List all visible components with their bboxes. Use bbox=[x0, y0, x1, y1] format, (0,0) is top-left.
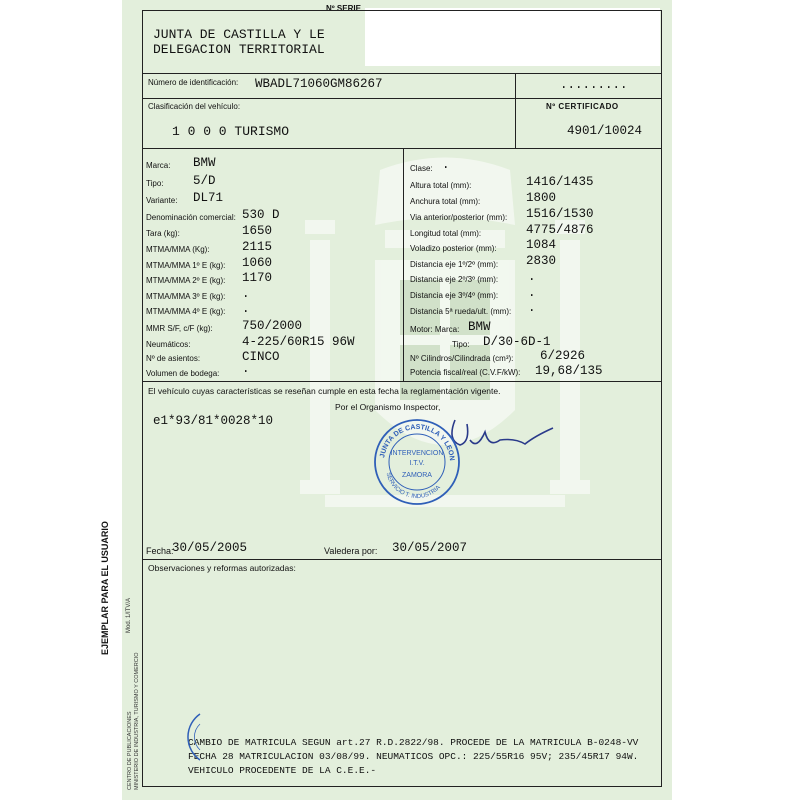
field-value: . bbox=[242, 302, 250, 316]
field-label: Longitud total (mm): bbox=[410, 229, 482, 238]
homologation-number: e1*93/81*0028*10 bbox=[153, 414, 274, 428]
organismo-label: Por el Organismo Inspector, bbox=[335, 402, 441, 412]
engine-tipo-label: Tipo: bbox=[452, 340, 470, 349]
field-label: MTMA/MMA (Kg): bbox=[146, 245, 210, 254]
field-value: 4-225/60R15 96W bbox=[242, 335, 355, 349]
field-label: Altura total (mm): bbox=[410, 181, 472, 190]
engine-potencia-value: 19,68/135 bbox=[535, 364, 603, 378]
field-value: 1060 bbox=[242, 256, 273, 270]
classification-label: Clasificación del vehículo: bbox=[148, 102, 241, 111]
field-label: Variante: bbox=[146, 196, 178, 205]
field-value: 1170 bbox=[242, 271, 273, 285]
field-value: 2115 bbox=[242, 240, 273, 254]
field-label: Distancia eje 2º/3º (mm): bbox=[410, 275, 499, 284]
identification-value: WBADL71060GM86267 bbox=[255, 77, 383, 91]
certificate-value: 4901/10024 bbox=[567, 124, 643, 138]
field-value: 530 D bbox=[242, 208, 280, 222]
publisher-label bbox=[127, 652, 141, 790]
field-label: Denominación comercial: bbox=[146, 213, 236, 222]
observation-line: CAMBIO DE MATRICULA SEGUN art.27 R.D.2822/98. PROCEDE DE LA MATRICULA B-0248-VV bbox=[188, 737, 639, 748]
field-value: 1084 bbox=[526, 238, 557, 252]
observations-label: Observaciones y reformas autorizadas: bbox=[148, 563, 296, 573]
stamp-bottom-text: SERVICIO T. INDUSTRIA bbox=[384, 471, 442, 501]
field-value: 5/D bbox=[193, 174, 216, 188]
field-label: MMR S/F, c/F (kg): bbox=[146, 324, 213, 333]
field-label: MTMA/MMA 4º E (kg): bbox=[146, 307, 226, 316]
field-label: Nº de asientos: bbox=[146, 354, 201, 363]
engine-marca-value: BMW bbox=[468, 320, 491, 334]
fecha-label: Fecha: bbox=[146, 546, 174, 556]
field-label: MTMA/MMA 2º E (kg): bbox=[146, 276, 226, 285]
field-value: 1800 bbox=[526, 191, 557, 205]
field-value: DL71 bbox=[193, 191, 224, 205]
field-value: CINCO bbox=[242, 350, 280, 364]
header-line-2: DELEGACION TERRITORIAL bbox=[153, 42, 325, 57]
field-value: 4775/4876 bbox=[526, 223, 594, 237]
model-label: Mod. 1/ITV/A bbox=[126, 597, 132, 633]
field-label: Neumáticos: bbox=[146, 340, 191, 349]
field-label: Voladizo posterior (mm): bbox=[410, 244, 497, 253]
stamp-center-1: INTERVENCION bbox=[390, 450, 444, 457]
engine-tipo-value: D/30-6D-1 bbox=[483, 335, 551, 349]
field-value: 1650 bbox=[242, 224, 273, 238]
copy-label: EJEMPLAR PARA EL USUARIO bbox=[100, 521, 110, 655]
field-value: BMW bbox=[193, 156, 216, 170]
field-value: . bbox=[528, 301, 536, 315]
valedera-label: Valedera por: bbox=[324, 546, 378, 556]
field-label: MTMA/MMA 3º E (kg): bbox=[146, 292, 226, 301]
field-value: . bbox=[242, 287, 250, 301]
field-label: Distancia eje 3º/4º (mm): bbox=[410, 291, 499, 300]
certificate-label: Nº CERTIFICADO bbox=[546, 102, 619, 111]
publisher-line-1: CENTRO DE PUBLICACIONES bbox=[127, 711, 133, 790]
field-value: . bbox=[442, 158, 450, 172]
fecha-value: 30/05/2005 bbox=[172, 541, 248, 555]
field-value: 1516/1530 bbox=[526, 207, 594, 221]
engine-marca-label: Motor: Marca: bbox=[410, 325, 460, 334]
field-value: 750/2000 bbox=[242, 319, 303, 333]
stamp-center-2: I.T.V. bbox=[409, 460, 425, 467]
stamp-top-text: JUNTA DE CASTILLA Y LEON bbox=[379, 423, 456, 462]
field-label: Via anterior/posterior (mm): bbox=[410, 213, 508, 222]
engine-potencia-label: Potencia fiscal/real (C.V.F/kW): bbox=[410, 368, 521, 377]
classification-value: 1 0 0 0 TURISMO bbox=[172, 124, 290, 139]
identification-label: Número de identificación: bbox=[148, 78, 239, 87]
field-label: Distancia 5ª rueda/ult. (mm): bbox=[410, 307, 512, 316]
stamp-center-3: ZAMORA bbox=[402, 472, 432, 479]
itv-stamp bbox=[372, 417, 462, 507]
field-value: 2830 bbox=[526, 254, 557, 268]
engine-cilindros-value: 6/2926 bbox=[540, 349, 586, 363]
observation-line: VEHICULO PROCEDENTE DE LA C.E.E.- bbox=[188, 765, 377, 776]
partial-stamp bbox=[160, 712, 205, 762]
field-label: Clase: bbox=[410, 164, 433, 173]
field-label: Anchura total (mm): bbox=[410, 197, 481, 206]
header-line-1: JUNTA DE CASTILLA Y LE bbox=[153, 27, 325, 42]
engine-cilindros-label: Nº Cilindros/Cilindrada (cm³): bbox=[410, 354, 514, 363]
valedera-value: 30/05/2007 bbox=[392, 541, 468, 555]
field-label: MTMA/MMA 1º E (kg): bbox=[146, 261, 226, 270]
field-value: 1416/1435 bbox=[526, 175, 594, 189]
field-label: Distancia eje 1º/2º (mm): bbox=[410, 260, 499, 269]
field-value: . bbox=[528, 286, 536, 300]
field-label: Volumen de bodega: bbox=[146, 369, 220, 378]
identification-dots: ......... bbox=[560, 78, 628, 92]
field-label: Tara (kg): bbox=[146, 229, 180, 238]
serie-label: Nº SERIE bbox=[326, 4, 361, 13]
publisher-line-2: MINISTERIO DE INDUSTRIA, TURISMO Y COMERCIO bbox=[134, 652, 140, 790]
compliance-text: El vehículo cuyas características se reseñan cumple en esta fecha la reglamentación vigente. bbox=[148, 386, 501, 396]
field-label: Tipo: bbox=[146, 179, 164, 188]
field-label: Marca: bbox=[146, 161, 171, 170]
observation-line: FECHA 28 MATRICULACION 03/08/99. NEUMATICOS OPC.: 225/55R16 95V; 235/45R17 94W. bbox=[188, 751, 639, 762]
field-value: . bbox=[242, 362, 250, 376]
field-value: . bbox=[528, 270, 536, 284]
